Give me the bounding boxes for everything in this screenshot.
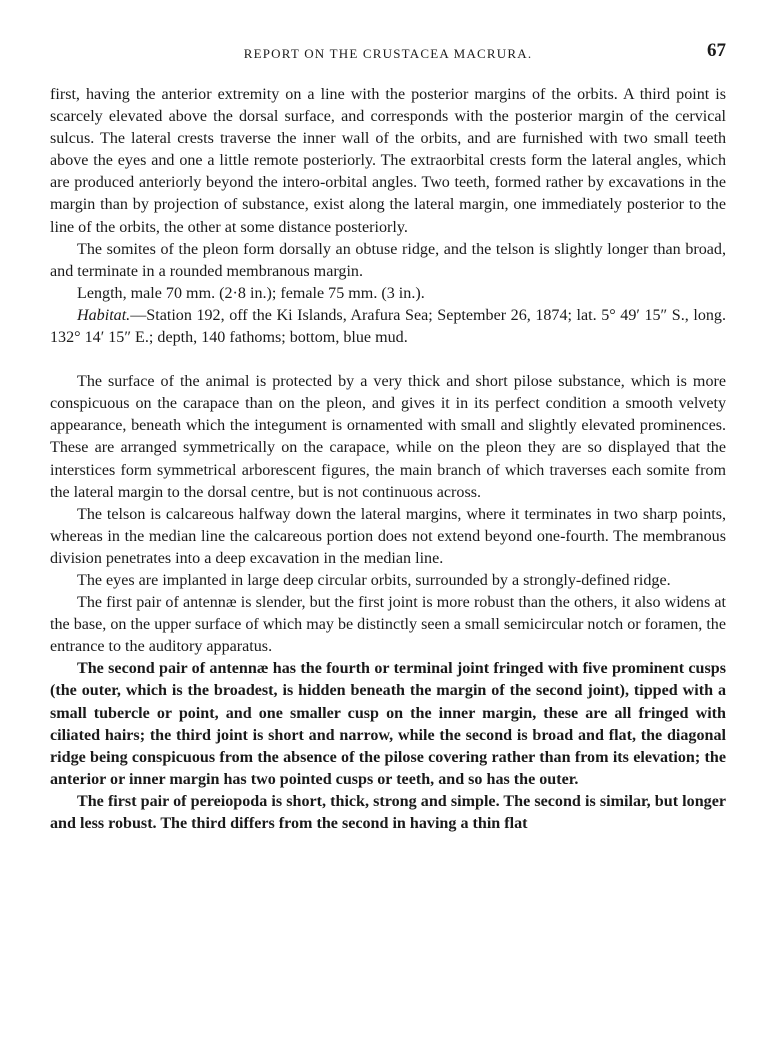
paragraph-second-antennae: The second pair of antennæ has the fourth or terminal joint fringed with five prominent cusps (the outer, which is the broadest, is hidden beneath the margin of the second joint), tipped with a small tubercle or point, and one smaller cusp on the inner margin, these are all fringed with ciliated hairs; the third joint is short and narrow, while the second is broad and flat, the diagonal ridge being conspicuous from the absence of the pilose covering rather than from its elevation; the anterior or inner margin has two pointed cusps or teeth, and so has the outer. xyxy=(50,660,726,788)
running-title: REPORT ON THE CRUSTACEA MACRURA. xyxy=(243,46,533,61)
body-text xyxy=(50,84,726,835)
paragraph-eyes: The eyes are implanted in large deep circular orbits, surrounded by a strongly-defined ridge. xyxy=(77,571,671,589)
paragraph-continued-description: first, having the anterior extremity on a line with the posterior margins of the orbits. A third point is scarcely elevated above the dorsal surface, and corresponds with the posterior margin of the cervical sulcus. The lateral crests traverse the inner wall of the orbits, and are furnished with two small teeth above the eyes and one a little remote posteriorly. The extraorbital crests form the lateral angles, which are produced anteriorly beyond the intero-orbital angles. Two teeth, formed rather by excavations in the margin than by projection of substance, exist along the lateral margin, one immediately posterior to the line of the orbits, the other at some distance posteriorly. xyxy=(50,86,726,236)
paragraph-length: Length, male 70 mm. (2·8 in.); female 75 mm. (3 in.). xyxy=(77,284,425,302)
page-number: 67 xyxy=(707,40,726,61)
paragraph-first-antennae: The first pair of antennæ is slender, but the first joint is more robust than the others, it also widens at the base, on the upper surface of which may be distinctly seen a small semicircular notch or foramen, the entrance to the auditory apparatus. xyxy=(50,594,726,656)
paragraph-habitat xyxy=(50,305,726,349)
habitat-label: Habitat. xyxy=(77,306,131,324)
paragraph-telson: The telson is calcareous halfway down the lateral margins, where it terminates in two sharp points, whereas in the median line the calcareous portion does not extend beyond one-fourth. The membranous division penetrates into a deep excavation in the median line. xyxy=(50,505,726,567)
document-page xyxy=(50,40,726,835)
section-gap xyxy=(50,349,726,371)
paragraph-surface: The surface of the animal is protected by a very thick and short pilose substance, which is more conspicuous on the carapace than on the pleon, and gives it in its perfect condition a smooth velvety appearance, beneath which the integument is ornamented with small and slightly elevated prominences. These are arranged symmetrically on the carapace, while on the pleon they are so displayed that the interstices form symmetrical arborescent figures, the main branch of which traverses each somite from the lateral margin to the dorsal centre, but is not continuous across. xyxy=(50,373,726,501)
running-header xyxy=(50,40,726,70)
habitat-text: —Station 192, off the Ki Islands, Arafura Sea; September 26, 1874; lat. 5° 49′ 15″ S., long. 132° 14′ 15″ E.; depth, 140 fathoms; bottom, blue mud. xyxy=(50,306,726,347)
paragraph-pleon-telson: The somites of the pleon form dorsally an obtuse ridge, and the telson is slightly longer than broad, and terminate in a rounded membranous margin. xyxy=(50,240,726,280)
paragraph-pereiopoda: The first pair of pereiopoda is short, thick, strong and simple. The second is similar, but longer and less robust. The third differs from the second in having a thin flat xyxy=(50,792,726,832)
